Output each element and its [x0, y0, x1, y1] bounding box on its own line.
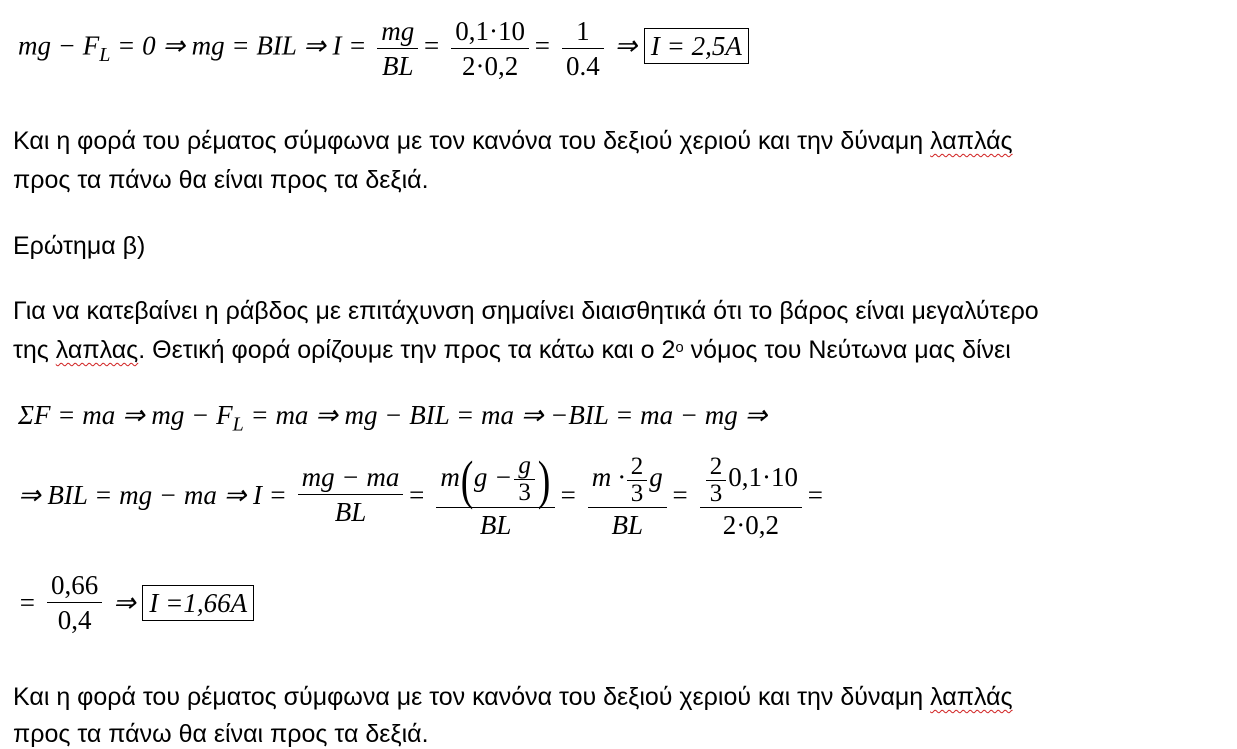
question-b-heading: Ερώτημα β)	[13, 232, 146, 260]
equation-3: ⇒ BIL = mg − ma ⇒ I = $\frac{mg - ma}{BL}$ = m(g − $\frac{g}{3}$ ) BL = m · $\frac{2}{3}$ g BL = $\frac{2}{3}$ 0,1·10 2·0,2 =	[18, 449, 825, 540]
eq4-boxed-result: I =1,66A	[142, 585, 254, 621]
paragraph-3-line-1: Και η φορά του ρέματος σύμφωνα με τον κανόνα του δεξιού χεριού και την δύναμη λαπλάς	[13, 683, 1013, 711]
misspelled-word-laplas: λαπλάς	[930, 127, 1013, 155]
eq1-part2: = 0 ⇒ mg = BIL ⇒ I =	[117, 30, 367, 61]
eq4-fraction: $\frac{0,66}{0,4}$	[47, 568, 102, 637]
misspelled-word-laplas-2: λαπλας	[55, 336, 139, 364]
eq3-fraction-2: m(g − $\frac{g}{3}$ ) BL	[436, 448, 554, 542]
eq1-fraction-1: $\frac{mg}{BL}$	[377, 14, 418, 83]
eq3-fraction-3: m · $\frac{2}{3}$ g BL	[588, 448, 667, 541]
eq3-fraction-1: $\frac{mg - ma}{BL}$	[298, 460, 404, 529]
paragraph-1-line-1: Και η φορά του ρέματος σύμφωνα με τον κανόνα του δεξιού χεριού και την δύναμη λαπλάς	[13, 127, 1013, 155]
equation-2: ΣF = ma ⇒ mg − $F_L$ = ma ⇒ mg − BIL = ma ⇒ −BIL = ma − mg ⇒	[18, 400, 768, 436]
eq1-sub-l: L	[99, 44, 111, 67]
eq3-fraction-4: $\frac{2}{3}$ 0,1·10 2·0,2	[700, 448, 802, 541]
misspelled-word-laplas-3: λαπλάς	[930, 683, 1013, 711]
equation-4: = $\frac{0,66}{0,4}$ ⇒ I =1,66A	[18, 568, 254, 637]
paragraph-3-line-2: προς τα πάνω θα είναι προς τα δεξιά.	[13, 720, 429, 748]
eq1-boxed-result: I = 2,5A	[644, 28, 749, 64]
paragraph-2-line-2: της λαπλας. Θετική φορά ορίζουμε την προς τα κάτω και ο $2^o$ νόμος του Νεύτωνα μας δίνει	[13, 336, 1011, 364]
paragraph-2-line-1: Για να κατεβαίνει η ράβδος με επιτάχυνση σημαίνει διαισθητικά ότι το βάρος είναι μεγαλύτερο	[13, 297, 1039, 325]
paragraph-1-line-2: προς τα πάνω θα είναι προς τα δεξιά.	[13, 166, 429, 194]
eq1-implies: ⇒	[614, 30, 638, 61]
equation-1: mg − $F_L = 0$ ⇒ mg = BIL ⇒ I = $\frac{mg}{BL}$ = $\frac{0,1\cdot 10}{2\cdot 0,2}$ = $\frac{1}{0.4}$ ⇒ I = 2,5A	[18, 14, 749, 83]
eq1-fraction-3: $\frac{1}{0.4}$	[562, 14, 604, 83]
eq1-lhs: mg − F	[18, 30, 100, 61]
eq1-fraction-2: $\frac{0,1\cdot 10}{2\cdot 0,2}$	[451, 14, 529, 83]
